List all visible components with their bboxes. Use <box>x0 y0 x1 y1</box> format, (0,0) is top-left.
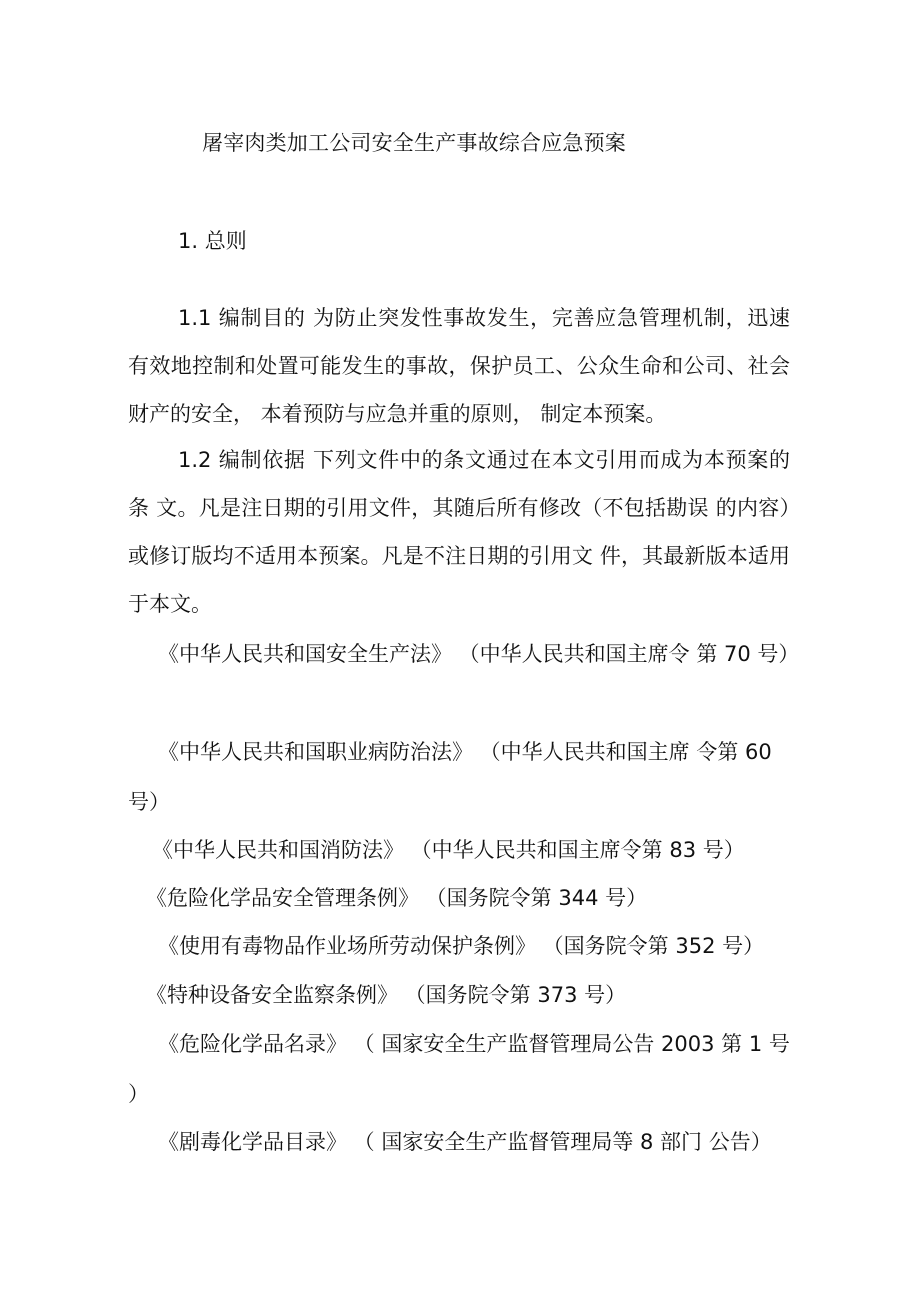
reference-item: 《剧毒化学品目录》 （ 国家安全生产监督管理局等 8 部门 公告） <box>158 1130 772 1154</box>
reference-item: 《使用有毒物品作业场所劳动保护条例》 （国务院令第 352 号） <box>158 934 765 958</box>
reference-item: 《中华人民共和国职业病防治法》 （中华人民共和国主席 令第 60 号） <box>128 740 772 814</box>
reference-item: 《中华人民共和国消防法》 （中华人民共和国主席令第 83 号） <box>152 838 745 862</box>
paragraph-purpose: 1.1 编制目的 为防止突发性事故发生，完善应急管理机制，迅速有效地控制和处置可能发生的事故，保护员工、公众生命和公司、社会财产的安全， 本着预防与应急并重的原则， 制定本预案。 <box>128 306 790 426</box>
reference-item: 《特种设备安全监察条例》 （国务院令第 373 号） <box>146 983 627 1007</box>
reference-item: 《中华人民共和国安全生产法》 （中华人民共和国主席令 第 70 号） <box>158 642 800 666</box>
document-title: 屠宰肉类加工公司安全生产事故综合应急预案 <box>202 131 626 155</box>
section-heading: 1. 总则 <box>178 229 247 253</box>
reference-item: 《危险化学品名录》 （ 国家安全生产监督管理局公告 2003 第 1 号 ） <box>128 1032 790 1106</box>
paragraph-basis: 1.2 编制依据 下列文件中的条文通过在本文引用而成为本预案的条 文。凡是注日期的引用文件，其随后所有修改（不包括勘误 的内容）或修订版均不适用本预案。凡是不注日期的引用文 件，其最新版本适用于本文。 <box>128 448 790 616</box>
reference-item: 《危险化学品安全管理条例》 （国务院令第 344 号） <box>146 886 648 910</box>
